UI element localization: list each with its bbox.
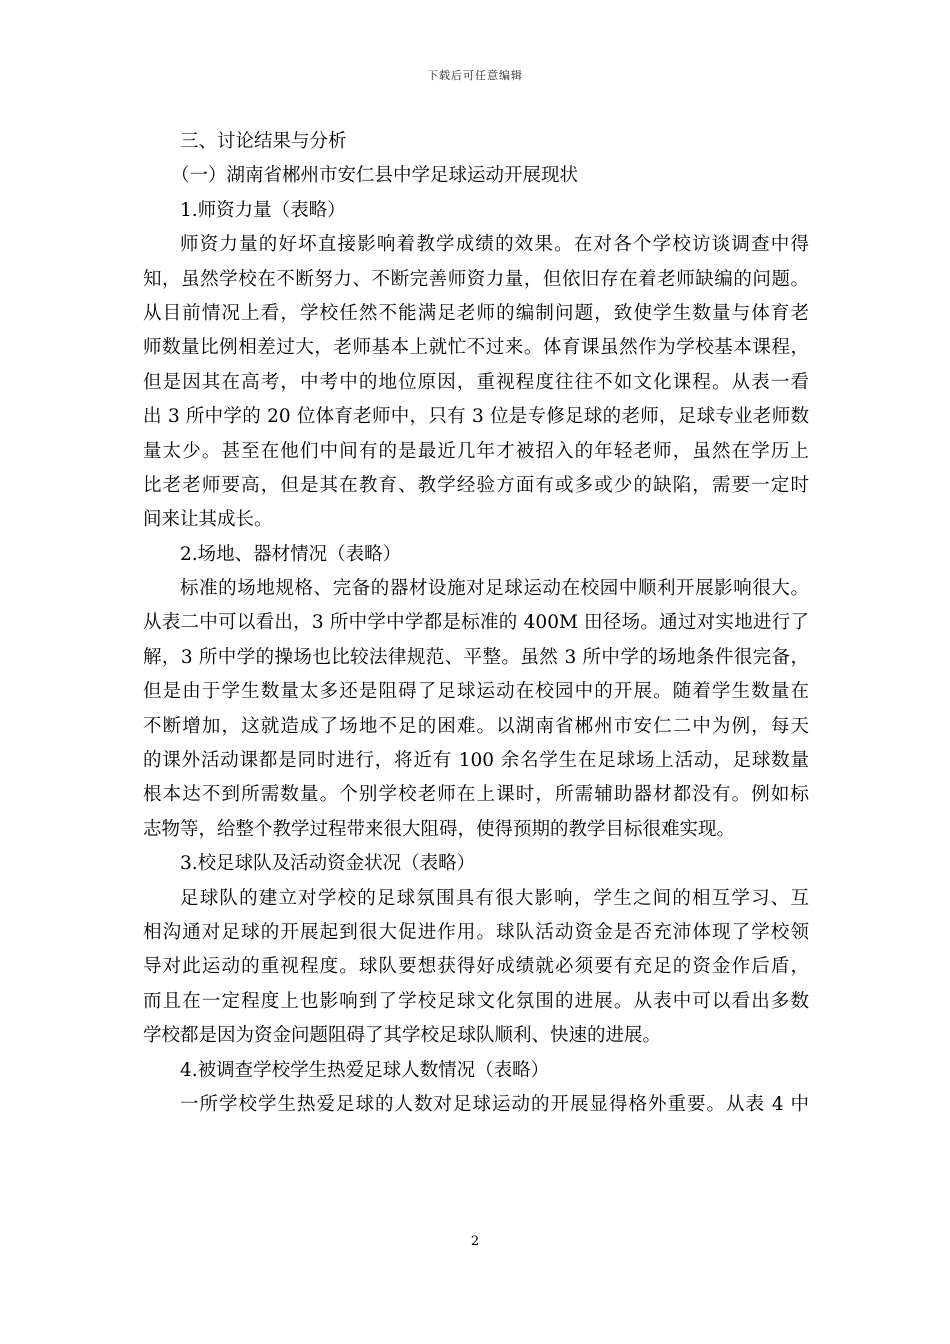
paragraph-line: 不断增加，这就造成了场地不足的困难。以湖南省郴州市安仁二中为例，每天 bbox=[143, 715, 809, 737]
paragraph-line: 知，虽然学校在不断努力、不断完善师资力量，但依旧存在着老师缺编的问题。 bbox=[143, 268, 809, 290]
subsection-heading: （一）湖南省郴州市安仁县中学足球运动开展现状 bbox=[171, 165, 579, 187]
item-heading: 2.场地、器材情况（表略） bbox=[180, 543, 402, 565]
item-heading: 1.师资力量（表略） bbox=[180, 199, 346, 221]
paragraph-line: 解，3 所中学的操场也比较法律规范、平整。虽然 3 所中学的场地条件很完备， bbox=[143, 646, 809, 668]
item-heading: 4.被调查学校学生热爱足球人数情况（表略） bbox=[180, 1059, 550, 1081]
paragraph-line: 足球队的建立对学校的足球氛围具有很大影响，学生之间的相互学习、互 bbox=[180, 887, 809, 909]
document-body bbox=[143, 125, 809, 1122]
page-number: 2 bbox=[470, 1234, 480, 1249]
page-header-note: 下载后可任意编辑 bbox=[427, 69, 523, 82]
paragraph-line: 从目前情况上看，学校任然不能满足老师的编制问题，致使学生数量与体育老 bbox=[143, 302, 809, 324]
paragraph-line: 但是由于学生数量太多还是阻碍了足球运动在校园中的开展。随着学生数量在 bbox=[143, 681, 809, 703]
paragraph-line: 志物等，给整个教学过程带来很大阻碍，使得预期的教学目标很难实现。 bbox=[143, 818, 736, 840]
paragraph-line: 从表二中可以看出，3 所中学中学都是标准的 400M 田径场。通过对实地进行了 bbox=[143, 612, 809, 634]
paragraph-line: 的课外活动课都是同时进行，将近有 100 余名学生在足球场上活动，足球数量 bbox=[143, 750, 809, 772]
paragraph-line: 师数量比例相差过大，老师基本上就忙不过来。体育课虽然作为学校基本课程， bbox=[143, 337, 809, 359]
paragraph-line: 而且在一定程度上也影响到了学校足球文化氛围的进展。从表中可以看出多数 bbox=[143, 990, 809, 1012]
paragraph-line: 比老老师要高，但是其在教育、教学经验方面有或多或少的缺陷，需要一定时 bbox=[143, 474, 809, 496]
paragraph-line: 出 3 所中学的 20 位体育老师中，只有 3 位是专修足球的老师，足球专业老师数 bbox=[143, 406, 809, 428]
paragraph-line: 师资力量的好坏直接影响着教学成绩的效果。在对各个学校访谈调查中得 bbox=[180, 234, 809, 256]
paragraph-line: 学校都是因为资金问题阻碍了其学校足球队顺利、快速的进展。 bbox=[143, 1025, 662, 1047]
paragraph-line: 间来让其成长。 bbox=[143, 509, 273, 531]
item-heading: 3.校足球队及活动资金状况（表略） bbox=[180, 853, 476, 875]
section-heading: 三、讨论结果与分析 bbox=[180, 131, 347, 152]
paragraph-line: 标准的场地规格、完备的器材设施对足球运动在校园中顺利开展影响很大。 bbox=[180, 578, 809, 600]
paragraph-line: 但是因其在高考，中考中的地位原因，重视程度往往不如文化课程。从表一看 bbox=[143, 371, 809, 393]
paragraph-line: 导对此运动的重视程度。球队要想获得好成绩就必须要有充足的资金作后盾， bbox=[143, 956, 809, 978]
paragraph-line: 相沟通对足球的开展起到很大促进作用。球队活动资金是否充沛体现了学校领 bbox=[143, 921, 809, 943]
paragraph-line: 量太少。甚至在他们中间有的是最近几年才被招入的年轻老师，虽然在学历上 bbox=[143, 440, 809, 462]
paragraph-line: 一所学校学生热爱足球的人数对足球运动的开展显得格外重要。从表 4 中 bbox=[180, 1093, 809, 1115]
paragraph-line: 根本达不到所需数量。个别学校老师在上课时，所需辅助器材都没有。例如标 bbox=[143, 784, 809, 806]
